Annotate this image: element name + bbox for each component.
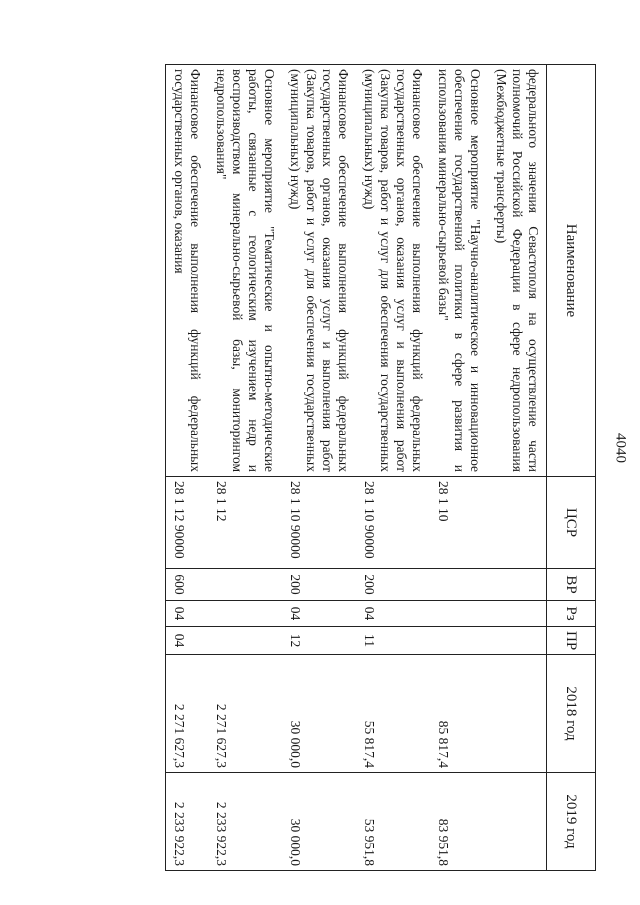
row-2018: 2 271 627,3 — [208, 655, 282, 773]
row-2018: 2 271 627,3 — [166, 655, 209, 773]
page-number: 4040 — [612, 433, 629, 463]
row-2018: 30 000,0 — [282, 655, 356, 773]
table-header-row — [547, 65, 596, 871]
row-name: Финансовое обеспечение выполнения функций федеральных государственных органов, оказания — [166, 65, 209, 477]
table-row — [356, 65, 430, 871]
row-rz — [488, 601, 547, 627]
row-name: Финансовое обеспечение выполнения функций федеральных государственных органов, оказания услуг и выполнения работ (Закупка товаров, работ и услуг для обеспечения государственных (муниципальных) нужд) — [356, 65, 430, 477]
row-pr — [430, 627, 488, 655]
row-vr: 200 — [356, 569, 430, 601]
row-vr: 600 — [166, 569, 209, 601]
row-2019 — [488, 773, 547, 871]
row-csr: 28 1 12 — [208, 477, 282, 569]
row-csr — [488, 477, 547, 569]
row-rz: 04 — [166, 601, 209, 627]
row-pr: 12 — [282, 627, 356, 655]
row-2018 — [488, 655, 547, 773]
table-row — [166, 65, 209, 871]
row-2019: 83 951,8 — [430, 773, 488, 871]
row-pr: 11 — [356, 627, 430, 655]
header-2019: 2019 год — [547, 773, 596, 871]
header-vr: ВР — [547, 569, 596, 601]
table-row — [430, 65, 488, 871]
row-name: Основное мероприятие "Тематические и опытно-методические работы, связанные с геологическим изучением недр и воспроизводством минерально-сырьевой базы, мониторингом недропользования" — [208, 65, 282, 477]
table-row — [488, 65, 547, 871]
row-2019: 2 233 922,3 — [208, 773, 282, 871]
header-2018: 2018 год — [547, 655, 596, 773]
row-vr — [430, 569, 488, 601]
header-rz: Рз — [547, 601, 596, 627]
table-row — [282, 65, 356, 871]
row-rz: 04 — [282, 601, 356, 627]
row-csr: 28 1 10 90000 — [356, 477, 430, 569]
row-csr: 28 1 10 90000 — [282, 477, 356, 569]
row-csr: 28 1 10 — [430, 477, 488, 569]
row-name: федерального значения Севастополя на осуществление части полномочий Российской Федерации в сфере недропользования (Межбюджетные трансферты) — [488, 65, 547, 477]
row-pr — [208, 627, 282, 655]
budget-table — [165, 64, 596, 871]
row-2018: 85 817,4 — [430, 655, 488, 773]
row-vr: 200 — [282, 569, 356, 601]
row-2019: 53 951,8 — [356, 773, 430, 871]
header-csr: ЦСР — [547, 477, 596, 569]
row-vr — [488, 569, 547, 601]
row-rz — [208, 601, 282, 627]
row-name: Финансовое обеспечение выполнения функций федеральных государственных органов, оказания услуг и выполнения работ (Закупка товаров, работ и услуг для обеспечения государственных (муниципальных) нужд) — [282, 65, 356, 477]
table-row — [208, 65, 282, 871]
row-pr — [488, 627, 547, 655]
row-2019: 2 233 922,3 — [166, 773, 209, 871]
row-pr: 04 — [166, 627, 209, 655]
row-2019: 30 000,0 — [282, 773, 356, 871]
row-2018: 55 817,4 — [356, 655, 430, 773]
row-rz — [430, 601, 488, 627]
header-pr: ПР — [547, 627, 596, 655]
row-name: Основное мероприятие "Научно-аналитическое и инновационное обеспечение государственной политики в сфере развития и использования минерально-сырьевой базы" — [430, 65, 488, 477]
row-rz: 04 — [356, 601, 430, 627]
header-name: Наименование — [547, 65, 596, 477]
row-vr — [208, 569, 282, 601]
row-csr: 28 1 12 90000 — [166, 477, 209, 569]
